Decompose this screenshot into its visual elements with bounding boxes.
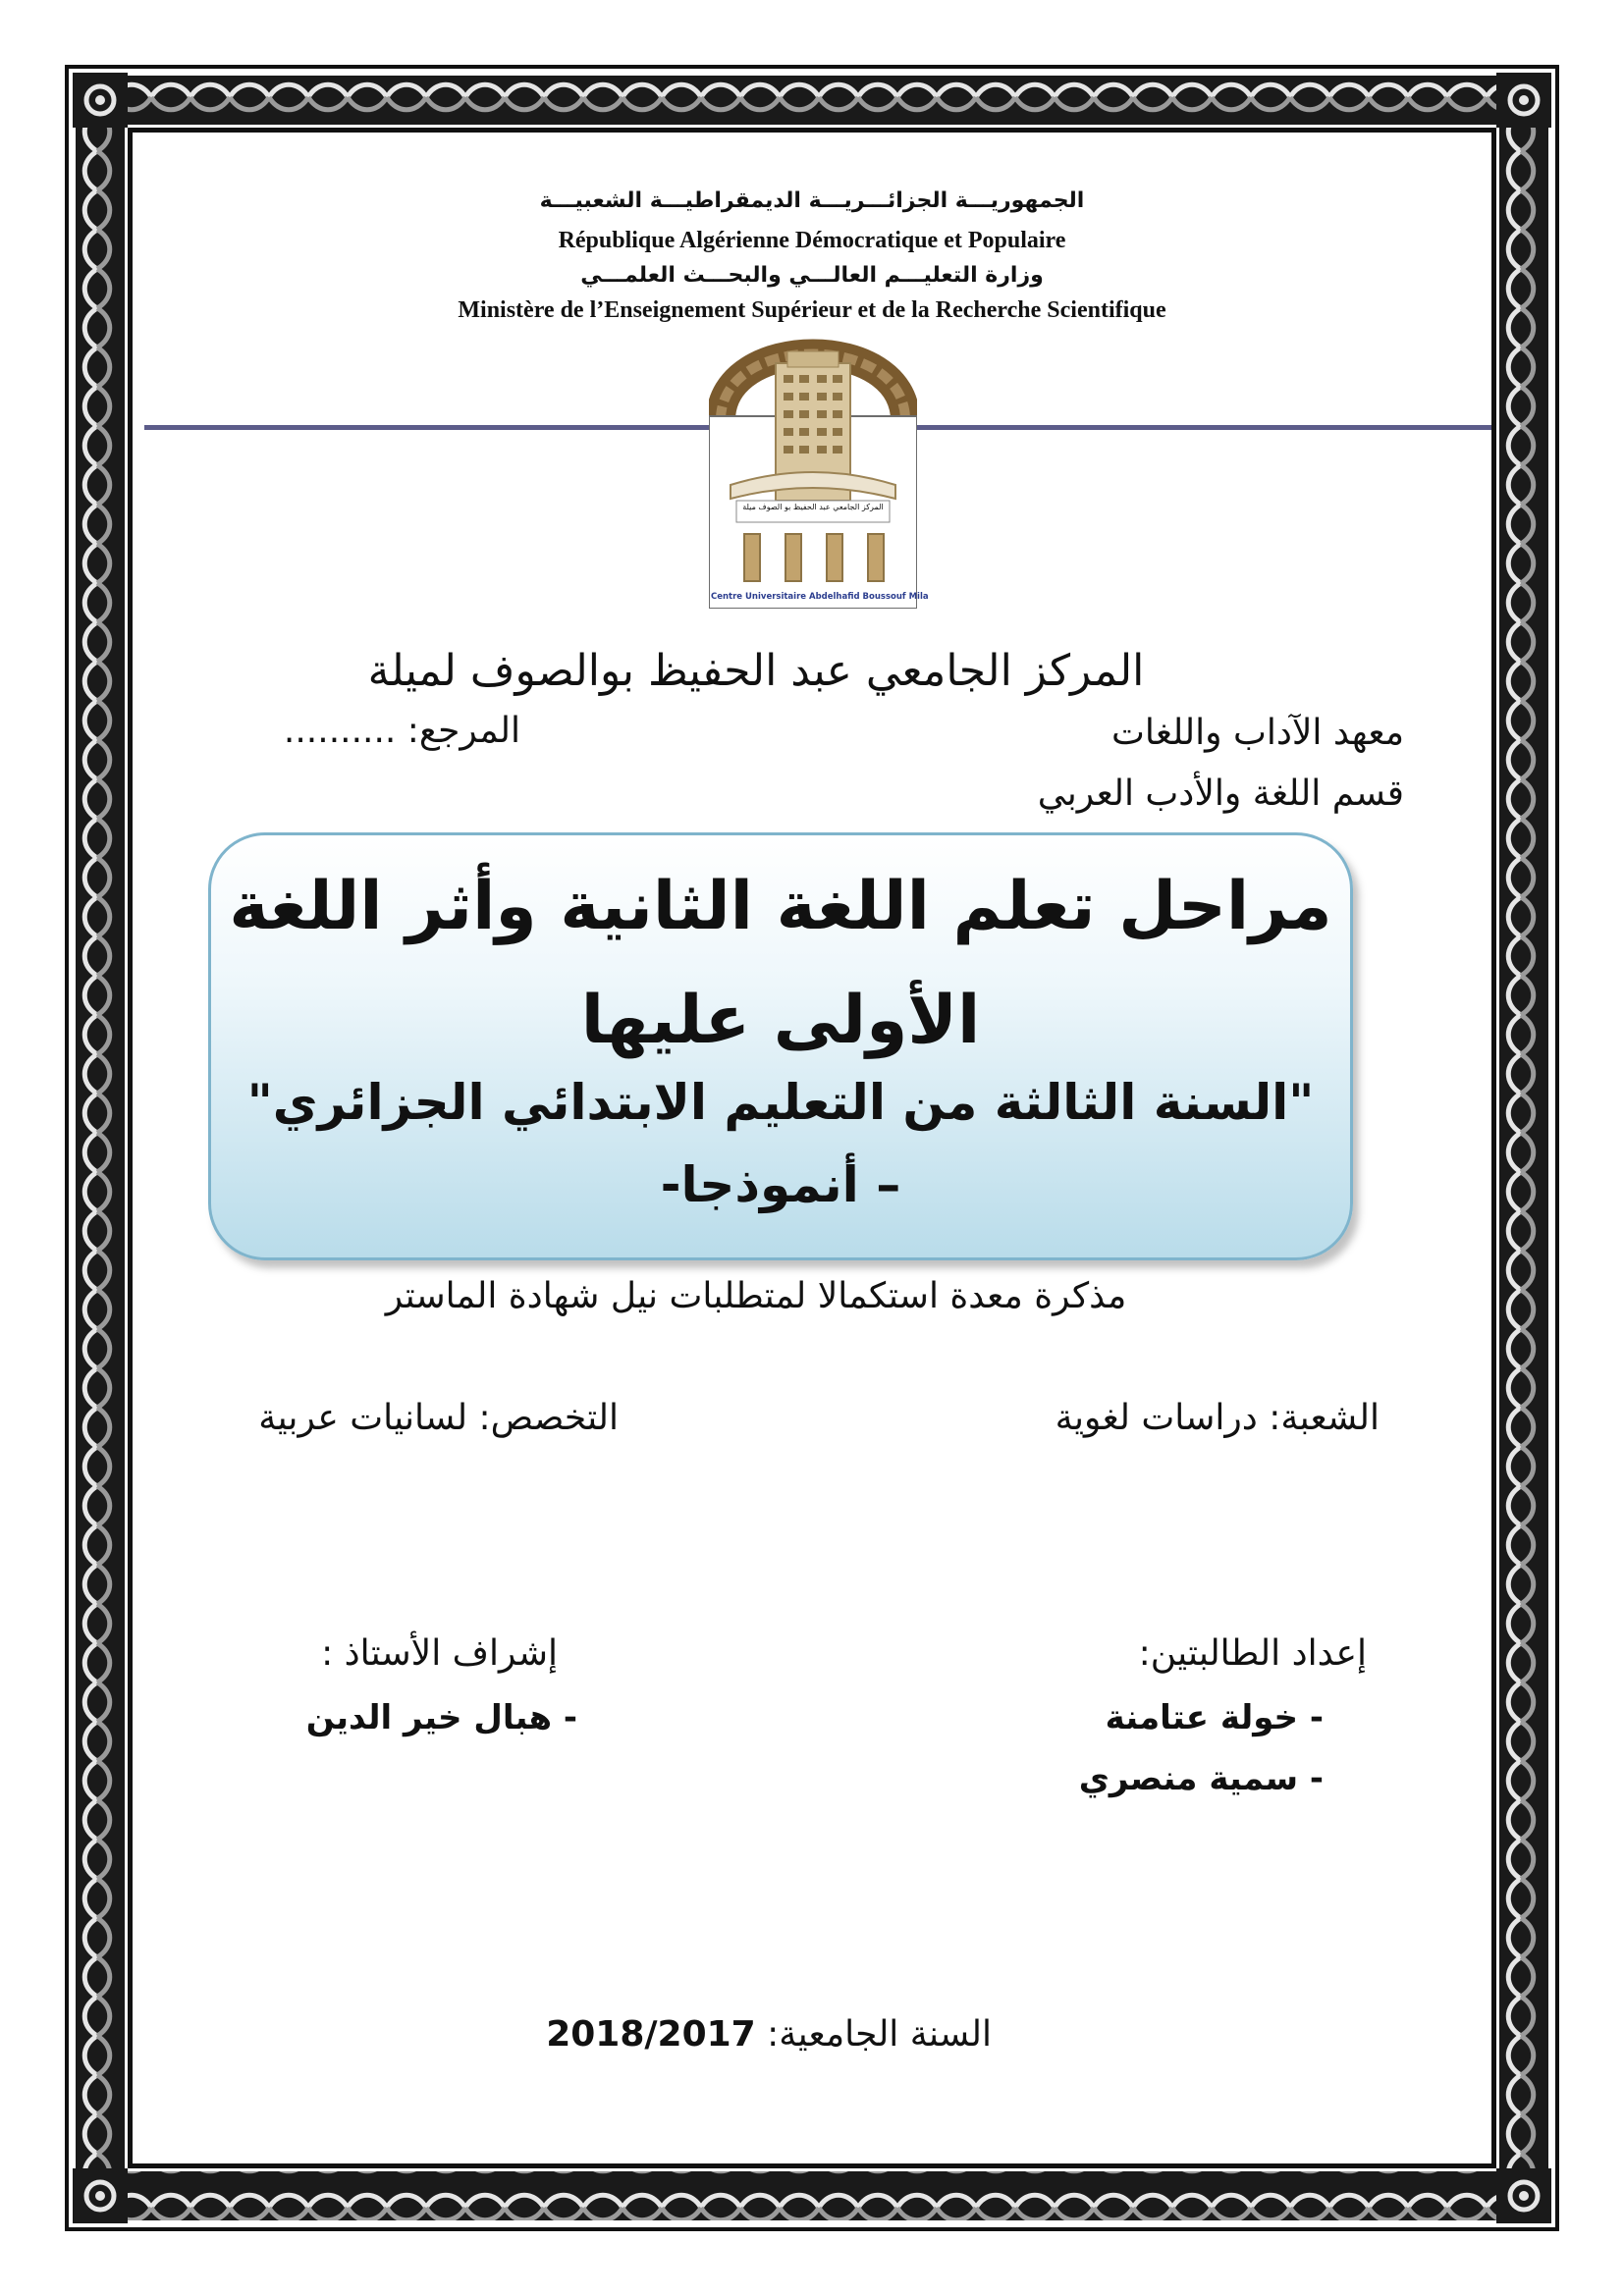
specialty-label: التخصص: لسانيات عربية bbox=[258, 1398, 619, 1438]
thesis-subtitle-line-2: – أنموذجا- bbox=[660, 1156, 901, 1213]
branch-label: الشعبة: دراسات لغوية bbox=[1055, 1398, 1380, 1438]
ministry-french: Ministère de l’Enseignement Supérieur et de la Recherche Scientifique bbox=[458, 297, 1166, 323]
academic-year-label: السنة الجامعية: bbox=[755, 2014, 992, 2055]
institute-name: معهد الآداب واللغات bbox=[1111, 713, 1404, 753]
republic-arabic: الجمهوريـــة الجزائـــريـــة الديمقراطيـــة الشعبيـــة bbox=[539, 188, 1085, 213]
university-center-name: المركز الجامعي عبد الحفيظ بوالصوف لميلة bbox=[367, 646, 1145, 696]
supervisor-label: إشراف الأستاذ : bbox=[321, 1633, 558, 1674]
university-logo bbox=[709, 312, 929, 609]
reference-field: المرجع: .......... bbox=[283, 711, 520, 751]
thesis-subtitle-line-1: "السنة الثالثة من التعليم الابتدائي الجزائري" bbox=[246, 1074, 1315, 1131]
thesis-note: مذكرة معدة استكمالا لمتطلبات نيل شهادة الماستر bbox=[385, 1276, 1127, 1316]
logo-banner-arabic: المركز الجامعي عبد الحفيظ بو الصوف ميلة bbox=[742, 503, 884, 511]
university-building-icon bbox=[709, 312, 929, 609]
academic-year-value: 2018/2017 bbox=[546, 2014, 756, 2055]
ministry-arabic: وزارة التعليـــم العالـــي والبحـــث العلمـــي bbox=[580, 263, 1044, 288]
thesis-title-line-1: مراحل تعلم اللغة الثانية وأثر اللغة bbox=[229, 868, 1332, 945]
logo-caption-french: Centre Universitaire Abdelhafid Boussouf Mila bbox=[711, 592, 929, 602]
students-label: إعداد الطالبتين: bbox=[1138, 1633, 1367, 1674]
academic-year bbox=[422, 2014, 992, 2055]
student-name-1: - خولة عتامنة bbox=[1105, 1698, 1324, 1737]
supervisor-name: - هبال خير الدين bbox=[305, 1698, 577, 1737]
thesis-title-line-2: الأولى عليها bbox=[580, 982, 981, 1059]
student-name-2: - سمية منصري bbox=[1078, 1759, 1324, 1798]
department-name: قسم اللغة والأدب العربي bbox=[1037, 774, 1404, 814]
republic-french: République Algérienne Démocratique et Populaire bbox=[558, 228, 1066, 253]
